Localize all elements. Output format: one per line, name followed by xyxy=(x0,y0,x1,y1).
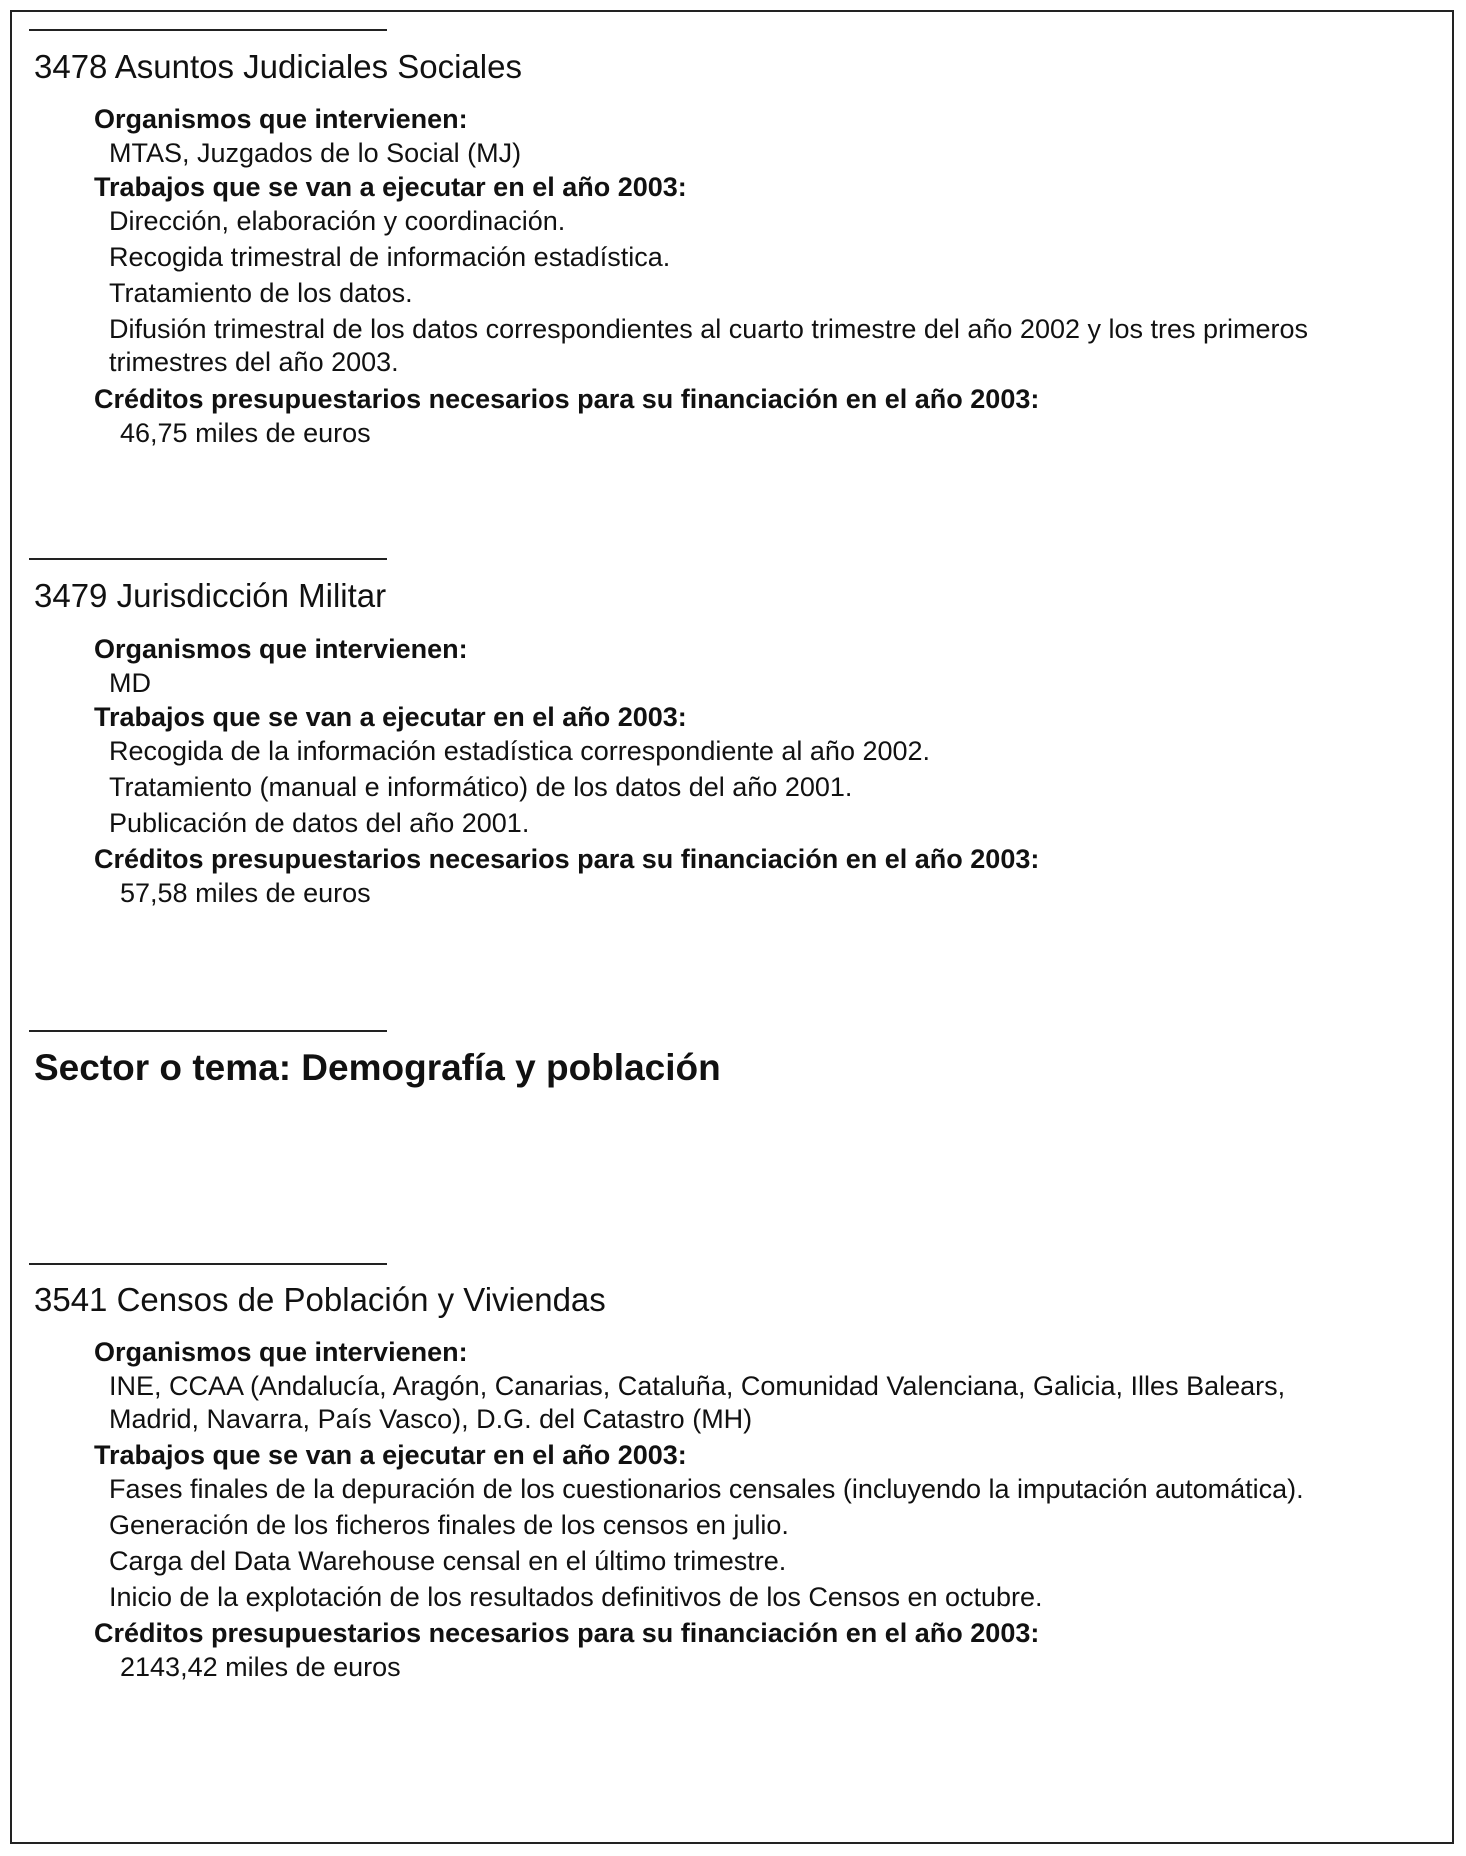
section-divider xyxy=(29,558,387,560)
trabajo-item: Publicación de datos del año 2001. xyxy=(109,808,530,838)
organismos-text: MTAS, Juzgados de lo Social (MJ) xyxy=(109,138,522,168)
organismos-label: Organismos que intervienen: xyxy=(94,634,468,664)
trabajos-label: Trabajos que se van a ejecutar en el año 2003: xyxy=(94,702,687,732)
organismos-text: MD xyxy=(109,668,151,698)
organismos-label: Organismos que intervienen: xyxy=(94,1337,468,1367)
trabajo-item: trimestres del año 2003. xyxy=(109,347,399,377)
trabajo-item: Dirección, elaboración y coordinación. xyxy=(109,206,566,236)
creditos-amount: 46,75 miles de euros xyxy=(120,418,371,448)
trabajos-label: Trabajos que se van a ejecutar en el año 2003: xyxy=(94,1440,687,1470)
organismos-text: INE, CCAA (Andalucía, Aragón, Canarias, Cataluña, Comunidad Valenciana, Galicia, Illes Balears, xyxy=(109,1371,1286,1401)
organismos-text: Madrid, Navarra, País Vasco), D.G. del Catastro (MH) xyxy=(109,1404,753,1434)
section-divider xyxy=(29,1263,387,1265)
trabajo-item: Tratamiento de los datos. xyxy=(109,278,413,308)
trabajo-item: Fases finales de la depuración de los cuestionarios censales (incluyendo la imputación automática). xyxy=(109,1474,1304,1504)
creditos-amount: 57,58 miles de euros xyxy=(120,878,371,908)
section-title: 3478 Asuntos Judiciales Sociales xyxy=(34,48,522,85)
trabajo-item: Recogida de la información estadística correspondiente al año 2002. xyxy=(109,736,931,766)
section-divider xyxy=(29,1030,387,1032)
creditos-label: Créditos presupuestarios necesarios para su financiación en el año 2003: xyxy=(94,1618,1040,1648)
creditos-amount: 2143,42 miles de euros xyxy=(120,1652,401,1682)
trabajos-label: Trabajos que se van a ejecutar en el año 2003: xyxy=(94,172,687,202)
trabajo-item: Difusión trimestral de los datos correspondientes al cuarto trimestre del año 2002 y los tres primeros xyxy=(109,314,1309,344)
creditos-label: Créditos presupuestarios necesarios para su financiación en el año 2003: xyxy=(94,384,1040,414)
trabajo-item: Carga del Data Warehouse censal en el último trimestre. xyxy=(109,1546,787,1576)
organismos-label: Organismos que intervienen: xyxy=(94,104,468,134)
section-divider xyxy=(29,29,387,31)
section-title: 3479 Jurisdicción Militar xyxy=(34,577,387,614)
trabajo-item: Generación de los ficheros finales de los censos en julio. xyxy=(109,1510,789,1540)
section-title: 3541 Censos de Población y Viviendas xyxy=(34,1281,606,1318)
sector-heading: Sector o tema: Demografía y población xyxy=(34,1047,721,1088)
trabajo-item: Recogida trimestral de información estadística. xyxy=(109,242,671,272)
trabajo-item: Tratamiento (manual e informático) de los datos del año 2001. xyxy=(109,772,853,802)
creditos-label: Créditos presupuestarios necesarios para su financiación en el año 2003: xyxy=(94,844,1040,874)
trabajo-item: Inicio de la explotación de los resultados definitivos de los Censos en octubre. xyxy=(109,1582,1043,1612)
